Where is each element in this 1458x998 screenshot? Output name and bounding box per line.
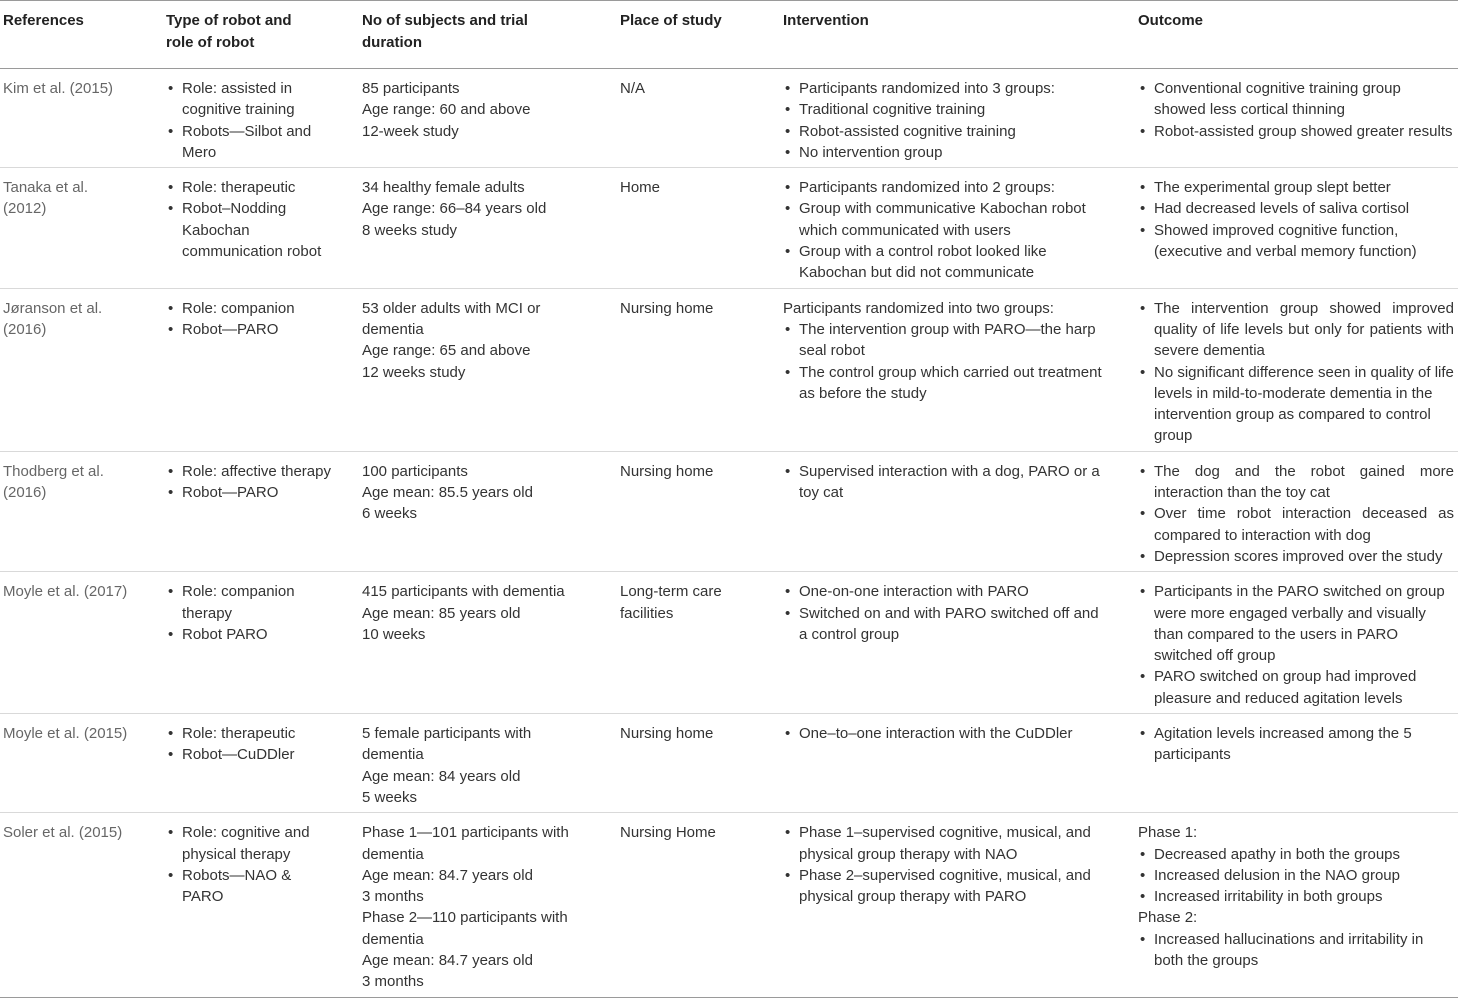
subject-line: Age mean: 84.7 years old [362,866,533,884]
cell-robot-type [163,69,359,168]
table-row [0,572,1458,714]
list-item: • Robot PARO [166,624,331,645]
table-row [0,168,1458,288]
intervention-intro: Participants randomized into two groups: [783,299,1054,317]
list-item: • Robot-assisted cognitive training [783,121,1107,142]
cell-reference: Moyle et al. (2017) [3,583,128,601]
table-body [0,69,1458,998]
list-item: • Showed improved cognitive function, (executive and verbal memory function) [1138,220,1454,263]
header-row [0,1,1458,69]
cell-reference: Kim et al. (2015) [3,80,114,97]
list-item: • Had decreased levels of saliva cortisol [1138,198,1454,219]
cell-intervention [780,572,1135,714]
cell-reference: Jøranson et al. (2016) [3,299,103,338]
robot-list [166,461,331,504]
header-intervention: Intervention [783,12,869,29]
intervention-list [783,319,1107,404]
intervention-list [783,177,1107,283]
list-item: • Participants randomized into 2 groups: [783,177,1107,198]
outcome-list [1138,723,1454,766]
list-item: • Role: cognitive and physical therapy [166,822,331,865]
outcome-list [1138,461,1454,567]
cell-intervention [780,714,1135,813]
robot-list [166,78,331,163]
subject-line: 3 months [362,888,424,906]
subject-line: Age mean: 85 years old [362,604,521,622]
cell-subjects [359,813,617,997]
header-subjects: No of subjects and trial duration [362,12,528,51]
table-row [0,714,1458,813]
list-item: • No intervention group [783,142,1107,163]
header-outcome: Outcome [1138,12,1204,29]
cell-subjects [359,168,617,288]
cell-reference: Tanaka et al. (2012) [3,179,89,218]
header-robot-type: Type of robot and role of robot [166,12,292,51]
cell-place: Nursing home [620,299,714,317]
cell-intervention [780,288,1135,451]
cell-outcome [1135,714,1458,813]
subject-line: Phase 2—110 participants with dementia [362,909,568,948]
list-item: • Increased delusion in the NAO group [1138,865,1454,886]
cell-outcome [1135,572,1458,714]
cell-outcome [1135,69,1458,168]
cell-subjects [359,451,617,571]
cell-reference: Moyle et al. (2015) [3,725,128,743]
subject-line: 10 weeks [362,625,426,643]
subject-line: 6 weeks [362,505,418,523]
list-item: • Participants in the PARO switched on group were more engaged verbally and visually than compared to the users in PARO switched off group [1138,581,1454,666]
cell-robot-type [163,813,359,997]
table-row [0,69,1458,168]
subject-line: 34 healthy female adults [362,179,525,197]
cell-subjects [359,714,617,813]
list-item: • Role: assisted in cognitive training [166,78,331,121]
cell-intervention [780,813,1135,997]
list-item: • Role: companion [166,298,331,319]
cell-reference: Thodberg et al. (2016) [3,462,104,502]
cell-subjects [359,69,617,168]
cell-subjects [359,572,617,714]
cell-robot-type [163,714,359,813]
intervention-list [783,78,1107,163]
list-item: Phase 2: [1138,909,1198,927]
cell-place: Home [620,179,661,197]
list-item: • Robots—NAO & PARO [166,865,331,908]
cell-outcome [1135,451,1458,571]
list-item: • The intervention group showed improved quality of life levels but only for patients with severe dementia [1138,298,1454,362]
list-item: • Increased hallucinations and irritability in both the groups [1138,929,1454,972]
subject-line: Age range: 65 and above [362,342,531,360]
subject-line: 53 older adults with MCI or dementia [362,299,541,338]
cell-reference: Soler et al. (2015) [3,824,123,842]
list-item: • PARO switched on group had improved pleasure and reduced agitation levels [1138,666,1454,709]
list-item: • Supervised interaction with a dog, PARO or a toy cat [783,461,1107,504]
robot-list [166,298,331,341]
subject-line: 415 participants with dementia [362,583,565,601]
list-item: • One–to–one interaction with the CuDDler [783,723,1107,744]
list-item: • Role: affective therapy [166,461,331,482]
cell-intervention [780,451,1135,571]
list-item: • Switched on and with PARO switched off and a control group [783,603,1107,646]
cell-place: Nursing home [620,462,714,480]
cell-subjects [359,288,617,451]
list-item: • Robot—PARO [166,482,331,503]
subject-line: Age range: 60 and above [362,101,531,119]
list-item: • One-on-one interaction with PARO [783,581,1107,602]
list-item: • The experimental group slept better [1138,177,1454,198]
subject-line: 3 months [362,973,424,991]
outcome-list [1138,581,1454,709]
table-row [0,813,1458,997]
list-item: • Robot–Nodding Kabochan communication robot [166,198,331,262]
cell-intervention [780,69,1135,168]
subject-line: 8 weeks study [362,221,458,239]
outcome-intro: Phase 1: [1138,824,1198,842]
cell-robot-type [163,451,359,571]
list-item: • The control group which carried out treatment as before the study [783,362,1107,405]
subject-line: Age mean: 85.5 years old [362,484,533,502]
cell-robot-type [163,572,359,714]
list-item: • The dog and the robot gained more interaction than the toy cat [1138,461,1454,504]
subject-line: 12-week study [362,122,459,140]
subject-line: 5 weeks [362,788,418,806]
header-place: Place of study [620,12,722,29]
cell-outcome [1135,168,1458,288]
intervention-list [783,581,1107,645]
subject-line: 85 participants [362,80,460,97]
cell-outcome [1135,288,1458,451]
outcome-list [1138,298,1454,447]
outcome-list [1138,78,1454,142]
list-item: • Role: therapeutic [166,177,331,198]
intervention-list [783,723,1107,744]
cell-place: Nursing Home [620,824,716,842]
list-item: • Group with communicative Kabochan robot which communicated with users [783,198,1107,241]
cell-robot-type [163,168,359,288]
subject-line: Phase 1—101 participants with dementia [362,824,569,863]
cell-place: N/A [620,80,646,97]
list-item: • Robots—Silbot and Mero [166,121,331,164]
list-item: • Phase 2–supervised cognitive, musical, and physical group therapy with PARO [783,865,1107,908]
robot-list [166,177,331,262]
list-item: • Conventional cognitive training group showed less cortical thinning [1138,78,1454,121]
subject-line: 100 participants [362,462,468,480]
subject-line: 12 weeks study [362,363,466,381]
list-item: • Phase 1–supervised cognitive, musical, and physical group therapy with NAO [783,822,1107,865]
cell-place: Nursing home [620,725,714,743]
list-item: • Increased irritability in both groups [1138,886,1454,907]
list-item: • Traditional cognitive training [783,99,1107,120]
cell-intervention [780,168,1135,288]
cell-place: Long-term care facilities [620,583,722,622]
list-item: • Over time robot interaction deceased as compared to interaction with dog [1138,503,1454,546]
subject-line: Age mean: 84 years old [362,767,521,785]
subject-line: 5 female participants with dementia [362,725,532,764]
list-item: • Participants randomized into 3 groups: [783,78,1107,99]
list-item: • Role: companion therapy [166,581,331,624]
intervention-list [783,461,1107,504]
outcome-list [1138,177,1454,262]
list-item: • No significant difference seen in quality of life levels in mild-to-moderate dementia in the intervention group as compared to control group [1138,362,1454,447]
intervention-list [783,822,1107,907]
list-item: • Group with a control robot looked like Kabochan but did not communicate [783,241,1107,284]
cell-outcome [1135,813,1458,997]
list-item: • The intervention group with PARO—the harp seal robot [783,319,1107,362]
subject-line: Age mean: 84.7 years old [362,951,533,969]
robot-list [166,581,331,645]
robot-list [166,723,331,766]
list-item: • Depression scores improved over the study [1138,546,1454,567]
list-item: • Agitation levels increased among the 5 participants [1138,723,1454,766]
list-item: • Decreased apathy in both the groups [1138,844,1454,865]
subject-line: Age range: 66–84 years old [362,200,547,218]
outcome-list [1138,844,1454,972]
table-row [0,288,1458,451]
list-item: • Role: therapeutic [166,723,331,744]
list-item: • Robot—CuDDler [166,744,331,765]
cell-robot-type [163,288,359,451]
header-references: References [3,12,84,29]
list-item: • Robot—PARO [166,319,331,340]
list-item: • Robot-assisted group showed greater results [1138,121,1454,142]
table-row [0,451,1458,571]
robot-list [166,822,331,907]
